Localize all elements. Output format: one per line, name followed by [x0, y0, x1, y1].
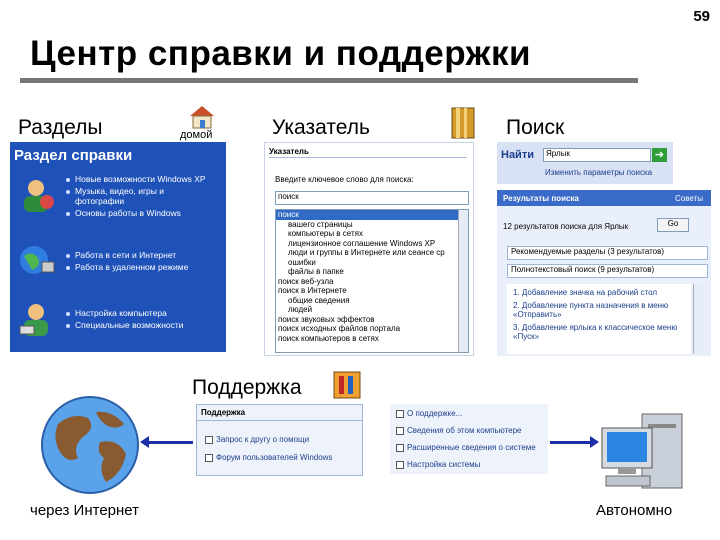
index-list-item[interactable]: людей [288, 305, 313, 314]
ask-friend-link[interactable]: Запрос к другу о помощи [205, 435, 309, 445]
index-list-item[interactable]: люди и группы в Интернете или сеансе ср [288, 248, 445, 257]
index-list-item[interactable]: общие сведения [288, 295, 350, 305]
recommended-header[interactable]: Рекомендуемые разделы (3 результатов) [507, 246, 708, 260]
help-topics-panel [10, 142, 226, 352]
support-tool-link[interactable]: Расширенные сведения о системе [396, 443, 536, 453]
support-panel [196, 404, 363, 476]
help-topics-heading: Раздел справки [14, 147, 133, 164]
index-search-input[interactable]: поиск [275, 191, 469, 205]
index-divider [269, 157, 467, 158]
topic-remote[interactable]: Работа в удаленном режиме [66, 262, 188, 272]
topic-music-cont[interactable]: фотографии [75, 196, 125, 206]
search-options-link[interactable]: Изменить параметры поиска [545, 168, 653, 177]
fulltext-header[interactable]: Полнотекстовый поиск (9 результатов) [507, 264, 708, 278]
offline-caption: Автономно [596, 502, 673, 519]
index-list-item[interactable]: поиск исходных файлов портала [278, 324, 401, 333]
person-settings-icon [16, 302, 56, 343]
index-label: Указатель [272, 116, 370, 139]
user-forum-link[interactable]: Форум пользователей Windows [205, 453, 332, 463]
globe-network-icon [16, 242, 56, 283]
globe-icon [38, 394, 142, 501]
index-list-item[interactable]: компьютеры в сетях [288, 229, 363, 238]
index-list-item[interactable]: поиск звуковых эффектов [278, 314, 375, 324]
search-go-arrow-icon[interactable]: ➔ [652, 148, 667, 162]
index-list-item[interactable]: лицензионное соглашение Windows XP [288, 238, 436, 248]
index-list-item[interactable]: поиск в Интернете [278, 286, 347, 295]
result-item[interactable]: 2. Добавление пункта назначения в меню «Отправить» [513, 300, 669, 319]
search-find-label: Найти [501, 149, 534, 161]
computer-icon [598, 410, 688, 501]
results-scrollbar[interactable] [693, 284, 704, 354]
search-label: Поиск [506, 116, 565, 139]
topic-accessibility[interactable]: Специальные возможности [66, 320, 184, 330]
page-title: Центр справки и поддержки [30, 34, 532, 73]
index-prompt: Введите ключевое слово для поиска: [275, 175, 414, 184]
search-input[interactable]: Ярлык [543, 148, 651, 162]
index-list-item[interactable]: поиск веб-узла [278, 276, 334, 286]
topic-music[interactable]: Музыка, видео, игры и [66, 186, 164, 196]
topic-basics[interactable]: Основы работы в Windows [66, 208, 181, 218]
index-list-item[interactable]: поиск компьютеров в сетях [278, 333, 379, 343]
result-item[interactable]: 1. Добавление значка на рабочий стол [513, 288, 658, 297]
index-list-item[interactable]: ошибки [288, 257, 316, 267]
topic-whats-new[interactable]: Новые возможности Windows XP [66, 174, 206, 184]
support-tool-link[interactable]: Настройка системы [396, 460, 480, 470]
support-tool-link[interactable]: Сведения об этом компьютере [396, 426, 521, 436]
search-results-panel [497, 190, 711, 356]
title-underline [20, 78, 638, 83]
book-index-icon[interactable] [444, 104, 484, 142]
index-list-item[interactable]: файлы в папке [288, 267, 344, 276]
index-panel-header: Указатель [269, 147, 309, 156]
internet-caption: через Интернет [30, 502, 140, 519]
index-list[interactable] [275, 209, 469, 353]
results-summary: 12 результатов поиска для Ярлык [503, 222, 629, 231]
page-number: 59 [693, 8, 710, 25]
internet-connector-line [143, 441, 193, 444]
support-divider [197, 420, 362, 421]
support-tools-icon[interactable] [328, 366, 366, 402]
support-panel-header: Поддержка [201, 408, 246, 417]
index-list-item[interactable]: вашего страницы [288, 219, 353, 229]
home-caption: домой [180, 129, 213, 141]
topic-settings[interactable]: Настройка компьютера [66, 308, 167, 318]
offline-connector-line [550, 441, 592, 444]
sections-label: Разделы [18, 116, 103, 139]
index-list-item[interactable]: поиск [276, 210, 468, 220]
results-list [507, 284, 691, 354]
support-tool-link[interactable]: О поддержке... [396, 409, 462, 419]
result-item[interactable]: 3. Добавление ярлыка к классическое меню «Пуск» [513, 322, 678, 341]
person-help-icon [16, 178, 56, 219]
index-panel [264, 142, 474, 356]
support-tools-panel [390, 404, 548, 474]
search-bar [497, 142, 673, 184]
topic-network[interactable]: Работа в сети и Интернет [66, 250, 176, 260]
results-header: Результаты поиска [503, 194, 579, 203]
results-go-button[interactable]: Go [657, 218, 689, 232]
index-list-scrollbar[interactable] [458, 210, 468, 352]
support-label: Поддержка [192, 376, 302, 399]
tips-link[interactable]: Советы [675, 194, 703, 203]
